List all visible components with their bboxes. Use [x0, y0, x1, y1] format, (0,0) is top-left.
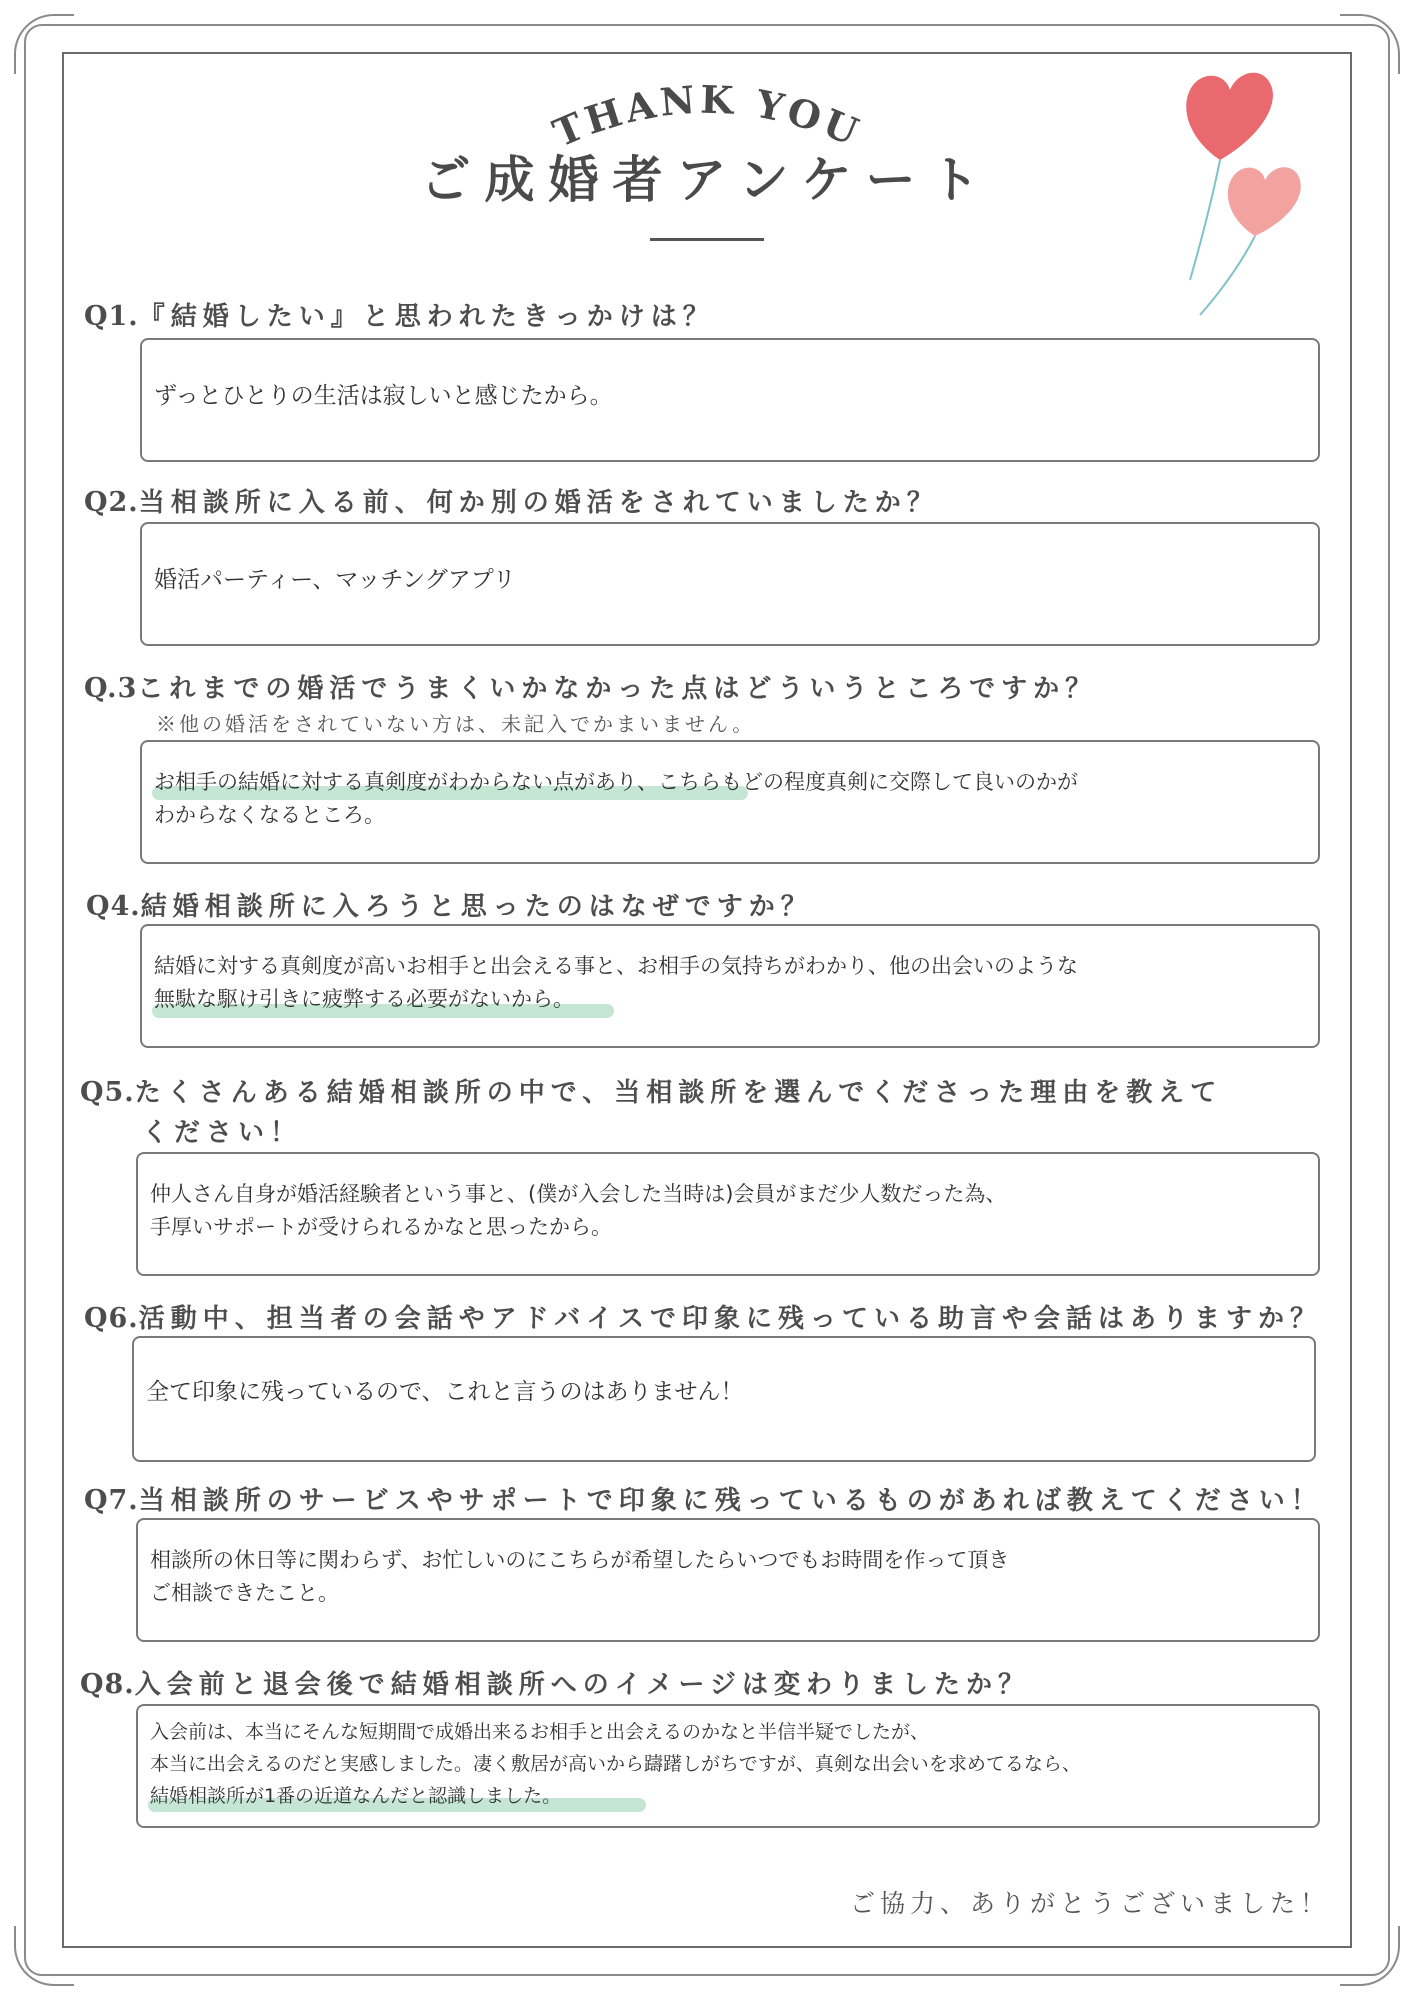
- answer-text: [150, 1716, 1308, 1812]
- answer-line: 本当に出会えるのだと実感しました。凄く敷居が高いから躊躇しがちですが、真剣な出会いを求めてるなら、: [150, 1753, 1081, 1775]
- answer-text: [154, 950, 1308, 1016]
- answer-line: ずっとひとりの生活は寂しいと感じたから。: [154, 383, 613, 409]
- answer-box-6: [132, 1336, 1316, 1462]
- thank-you-text: THANK YOU: [546, 76, 869, 148]
- question-2: [84, 482, 939, 519]
- question-text: 入会前と退会後で結婚相談所へのイメージは変わりましたか？: [134, 1670, 1030, 1700]
- question-8: [80, 1664, 1030, 1701]
- answer-text: [146, 1374, 1304, 1410]
- answer-line: 無駄な駆け引きに疲弊する必要がないから。: [154, 987, 574, 1011]
- corner-ornament: [1340, 1926, 1400, 1986]
- answer-box-8: [136, 1704, 1320, 1828]
- heart-balloons-illustration: [1180, 60, 1340, 330]
- answer-line: 入会前は、本当にそんな短期間で成婚出来るお相手と出会えるのかなと半信半疑でしたが、: [150, 1721, 930, 1743]
- question-number: Q1.: [84, 301, 139, 332]
- question-number: Q.3: [84, 673, 138, 704]
- heart-balloon-red: [1186, 73, 1273, 160]
- question-5-continued: ください！: [142, 1118, 303, 1148]
- question-6: [84, 1298, 1322, 1335]
- answer-text: [150, 1544, 1308, 1610]
- question-text: たくさんある結婚相談所の中で、当相談所を選んでくださった理由を教えて: [134, 1078, 1223, 1108]
- answer-line: ご相談できたこと。: [150, 1581, 339, 1605]
- corner-ornament: [14, 1926, 74, 1986]
- page-title: ご成婚者アンケート: [420, 150, 994, 209]
- title-divider: [650, 238, 764, 241]
- question-5: [80, 1072, 1222, 1109]
- answer-box-3: [140, 740, 1320, 864]
- question-4: [86, 886, 813, 923]
- question-text: これまでの婚活でうまくいかなかった点はどういうところですか？: [137, 674, 1098, 704]
- answer-box-5: [136, 1152, 1320, 1276]
- closing-message: ご協力、ありがとうございました！: [849, 1889, 1330, 1918]
- answer-line: 相談所の休日等に関わらず、お忙しいのにこちらが希望したらいつでもお時間を作って頂き: [150, 1548, 1010, 1572]
- question-number: Q7.: [84, 1485, 139, 1516]
- answer-line: 全て印象に残っているので、これと言うのはありません！: [146, 1379, 744, 1405]
- question-number: Q2.: [84, 487, 139, 518]
- balloon-string: [1200, 236, 1255, 315]
- answer-line: 手厚いサポートが受けられるかなと思ったから。: [150, 1215, 612, 1239]
- question-7: [84, 1480, 1323, 1517]
- question-number: Q4.: [86, 891, 141, 922]
- answer-text: [154, 378, 1308, 414]
- answer-line: 結婚に対する真剣度が高いお相手と出会える事と、お相手の気持ちがわかり、他の出会いのような: [154, 954, 1078, 978]
- question-1: [84, 296, 715, 333]
- question-text: 『結婚したい』と思われたきっかけは？: [138, 302, 715, 332]
- question-note: ※他の婚活をされていない方は、未記入でかまいません。: [156, 712, 756, 736]
- answer-line: 仲人さん自身が婚活経験者という事と、(僕が入会した当時は)会員がまだ少人数だった為、: [150, 1182, 1007, 1206]
- question-number: Q8.: [80, 1669, 135, 1700]
- question-text: 活動中、担当者の会話やアドバイスで印象に残っている助言や会話はありますか？: [138, 1304, 1322, 1334]
- answer-box-1: [140, 338, 1320, 462]
- question-text: 結婚相談所に入ろうと思ったのはなぜですか？: [140, 892, 813, 922]
- question-text: 当相談所に入る前、何か別の婚活をされていましたか？: [138, 488, 939, 518]
- answer-line: 婚活パーティー、マッチングアプリ: [154, 567, 516, 593]
- balloon-string: [1190, 160, 1220, 280]
- answer-line: お相手の結婚に対する真剣度がわからない点があり、こちらもどの程度真剣に交際して良いのかが: [154, 770, 1078, 794]
- answer-box-7: [136, 1518, 1320, 1642]
- question-3: [84, 668, 1097, 705]
- heart-balloon-pink: [1228, 167, 1301, 236]
- question-number: Q5.: [80, 1077, 135, 1108]
- question-number: Q6.: [84, 1303, 139, 1334]
- answer-box-4: [140, 924, 1320, 1048]
- answer-line: わからなくなるところ。: [154, 803, 385, 827]
- question-text: 当相談所のサービスやサポートで印象に残っているものがあれば教えてください！: [138, 1486, 1323, 1516]
- svg-text:THANK YOU: [547, 77, 869, 148]
- answer-text: [154, 766, 1308, 832]
- answer-line: 結婚相談所が1番の近道なんだと認識しました。: [150, 1785, 562, 1807]
- answer-box-2: [140, 522, 1320, 646]
- answer-text: [150, 1178, 1308, 1244]
- answer-text: [154, 562, 1308, 598]
